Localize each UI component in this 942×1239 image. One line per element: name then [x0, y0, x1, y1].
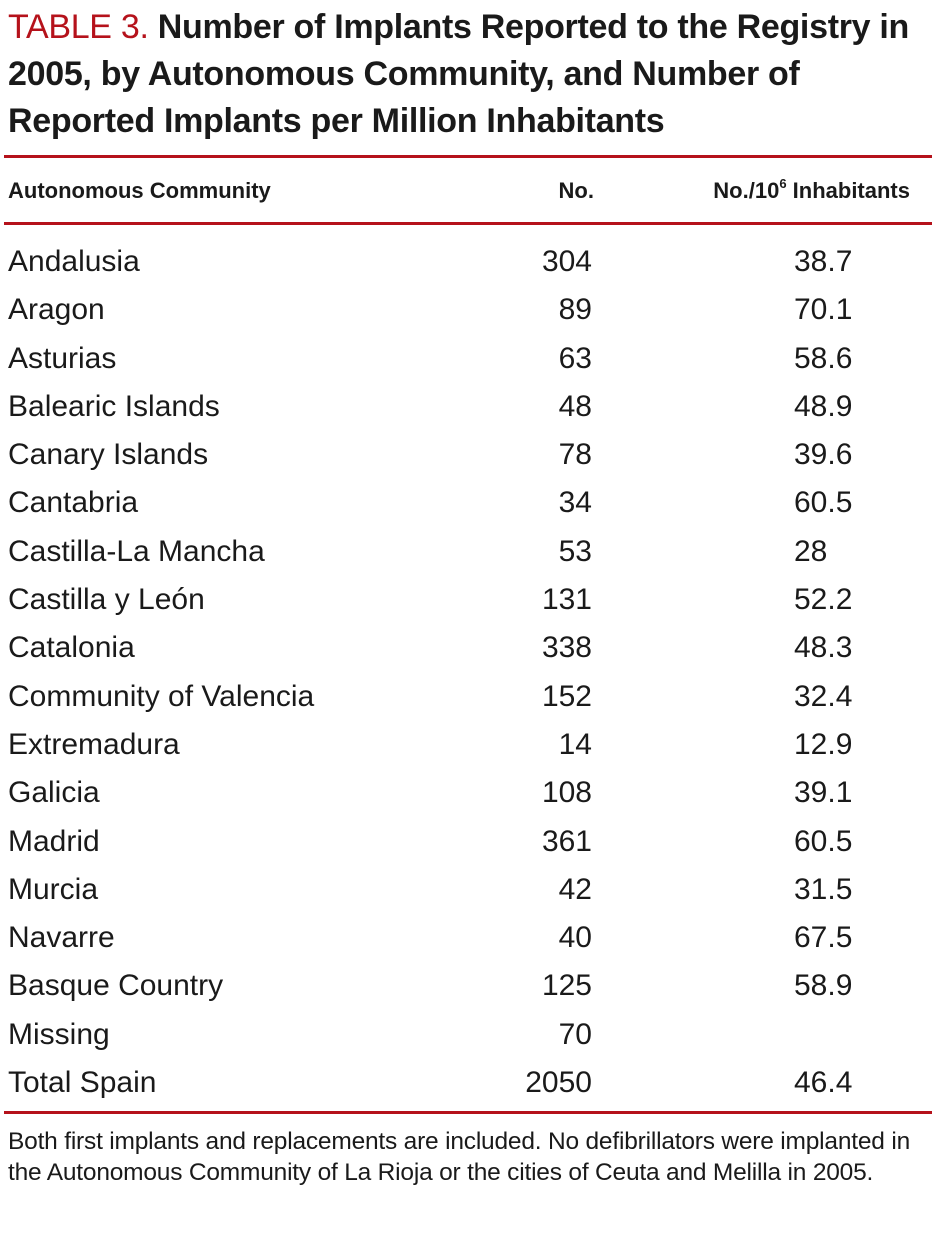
table-label: TABLE 3. [8, 8, 149, 46]
cell-number: 108 [541, 776, 592, 810]
cell-number: 14 [558, 727, 592, 761]
cell-number: 48 [558, 389, 592, 423]
cell-community: Catalonia [8, 631, 135, 665]
table-row [0, 914, 942, 962]
header-per-million-exponent: 6 [779, 176, 787, 191]
header-number: No. [558, 178, 594, 203]
table-row [0, 1011, 942, 1059]
table-title [8, 4, 933, 145]
cell-community: Canary Islands [8, 438, 209, 472]
cell-per-million: 70.1 [794, 293, 853, 327]
cell-per-million: 38.7 [794, 245, 853, 278]
cell-number: 2050 [525, 1066, 592, 1100]
cell-community: Castilla-La Mancha [8, 534, 265, 568]
header-per-million-suffix: Inhabitants [786, 178, 910, 203]
cell-number: 34 [558, 486, 592, 520]
table-row [0, 286, 942, 334]
header-rule [4, 222, 932, 225]
cell-per-million: 28 [794, 534, 828, 568]
top-rule [4, 155, 932, 158]
cell-per-million: 12.9 [794, 727, 853, 761]
header-per-million [713, 178, 910, 204]
table-row [0, 383, 942, 431]
cell-per-million: 67.5 [794, 921, 853, 955]
cell-number: 131 [541, 583, 592, 617]
cell-community: Missing [8, 1017, 110, 1051]
cell-community: Madrid [8, 824, 100, 858]
table-row [0, 576, 942, 624]
table-row [0, 624, 942, 672]
cell-per-million: 58.6 [794, 341, 853, 375]
cell-number: 53 [558, 534, 592, 568]
cell-per-million: 48.9 [794, 389, 853, 423]
cell-number: 40 [558, 921, 592, 955]
table-row [0, 769, 942, 817]
cell-per-million: 60.5 [794, 824, 853, 858]
header-per-million-prefix: No./10 [713, 178, 780, 203]
cell-per-million: 58.9 [794, 969, 853, 1003]
table-row [0, 528, 942, 576]
table-row [0, 721, 942, 769]
cell-number: 70 [558, 1017, 592, 1051]
table-footnote: Both first implants and replacements are included. No defibrillators were implanted in the Autonomous Community of La Rioja or the cities of Ceuta and Melilla in 2005. [8, 1128, 911, 1186]
cell-community: Extremadura [8, 727, 180, 761]
cell-community: Galicia [8, 776, 100, 810]
cell-per-million: 60.5 [794, 486, 853, 520]
table-body [0, 238, 942, 1107]
cell-community: Cantabria [8, 486, 139, 520]
table-header [0, 168, 942, 216]
cell-community: Asturias [8, 341, 117, 375]
cell-per-million: 48.3 [794, 631, 853, 665]
table-row [0, 818, 942, 866]
cell-per-million: 46.4 [794, 1066, 853, 1100]
table-row [0, 673, 942, 721]
cell-community: Total Spain [8, 1066, 157, 1100]
table-row [0, 962, 942, 1010]
cell-per-million: 31.5 [794, 872, 853, 906]
cell-number: 63 [558, 341, 592, 375]
cell-community: Murcia [8, 872, 99, 906]
cell-community: Navarre [8, 921, 115, 955]
cell-number: 304 [541, 245, 592, 278]
cell-number: 78 [558, 438, 592, 472]
cell-per-million: 39.6 [794, 438, 853, 472]
table-row [0, 866, 942, 914]
table-row [0, 479, 942, 527]
table-row [0, 1059, 942, 1107]
cell-community: Andalusia [8, 245, 140, 278]
table-row [0, 238, 942, 286]
cell-per-million: 39.1 [794, 776, 853, 810]
table-row [0, 335, 942, 383]
cell-number: 42 [558, 872, 592, 906]
cell-community: Basque Country [8, 969, 224, 1003]
header-community: Autonomous Community [8, 178, 271, 203]
cell-community: Balearic Islands [8, 389, 220, 423]
cell-community: Castilla y León [8, 583, 205, 617]
cell-number: 361 [541, 824, 592, 858]
cell-per-million: 52.2 [794, 583, 853, 617]
cell-number: 125 [541, 969, 592, 1003]
cell-number: 89 [558, 293, 592, 327]
cell-per-million: 32.4 [794, 679, 853, 713]
bottom-rule [4, 1111, 932, 1114]
table-row [0, 431, 942, 479]
cell-number: 152 [541, 679, 592, 713]
table-title-text: Number of Implants Reported to the Registry in 2005, by Autonomous Community, and Number of Reported Implants per Million Inhabitants [8, 8, 910, 140]
cell-community: Community of Valencia [8, 679, 315, 713]
cell-number: 338 [541, 631, 592, 665]
cell-community: Aragon [8, 293, 105, 327]
